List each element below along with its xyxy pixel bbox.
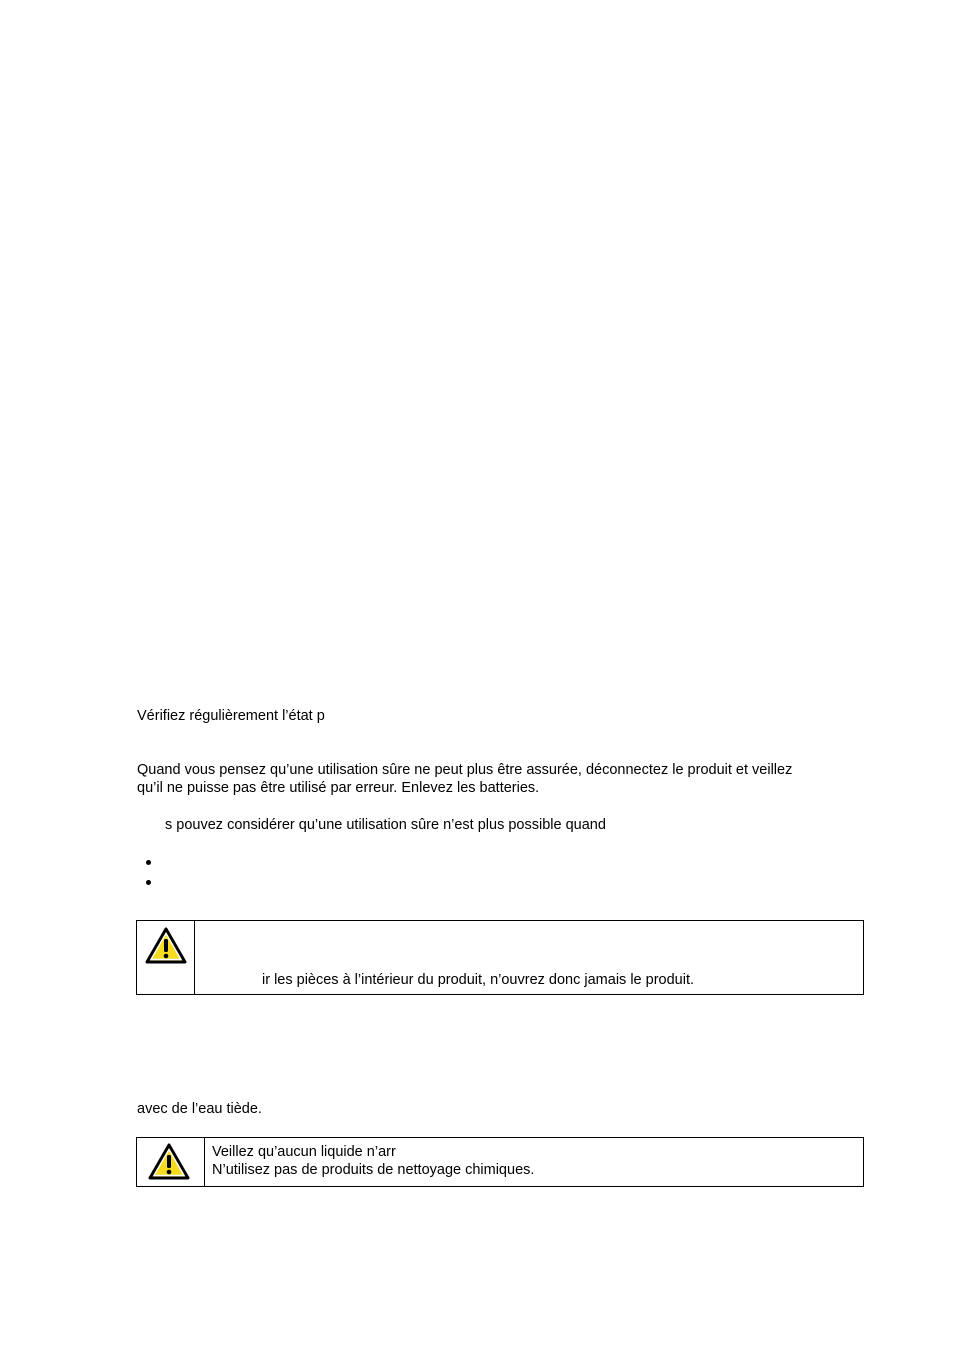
warning-box-1 (136, 920, 864, 995)
check-state-text: Vérifiez régulièrement l’état p (137, 708, 325, 724)
safe-use-text-line2: qu’il ne puisse pas être utilisé par erreur. Enlevez les batteries. (137, 780, 540, 796)
safe-use-text-line1: Quand vous pensez qu’une utilisation sûre ne peut plus être assurée, déconnectez le produit et veillez (137, 762, 793, 778)
warning-2-text-line1: Veillez qu’aucun liquide n’arr (212, 1144, 396, 1160)
warning-1-text: ir les pièces à l’intérieur du produit, n’ouvrez donc jamais le produit. (262, 972, 694, 988)
bullet-marker (146, 880, 151, 885)
consider-text: s pouvez considérer qu’une utilisation sûre n’est plus possible quand (165, 817, 606, 833)
warning-icon-cell (137, 1138, 205, 1186)
warning-triangle-icon (148, 1143, 190, 1181)
warning-icon-cell (137, 921, 195, 994)
warning-box-2 (136, 1137, 864, 1187)
warning-triangle-icon (145, 927, 187, 965)
bullet-marker (146, 860, 151, 865)
warm-water-text: avec de l’eau tiède. (137, 1101, 262, 1117)
warning-2-text-line2: N’utilisez pas de produits de nettoyage chimiques. (212, 1162, 535, 1178)
